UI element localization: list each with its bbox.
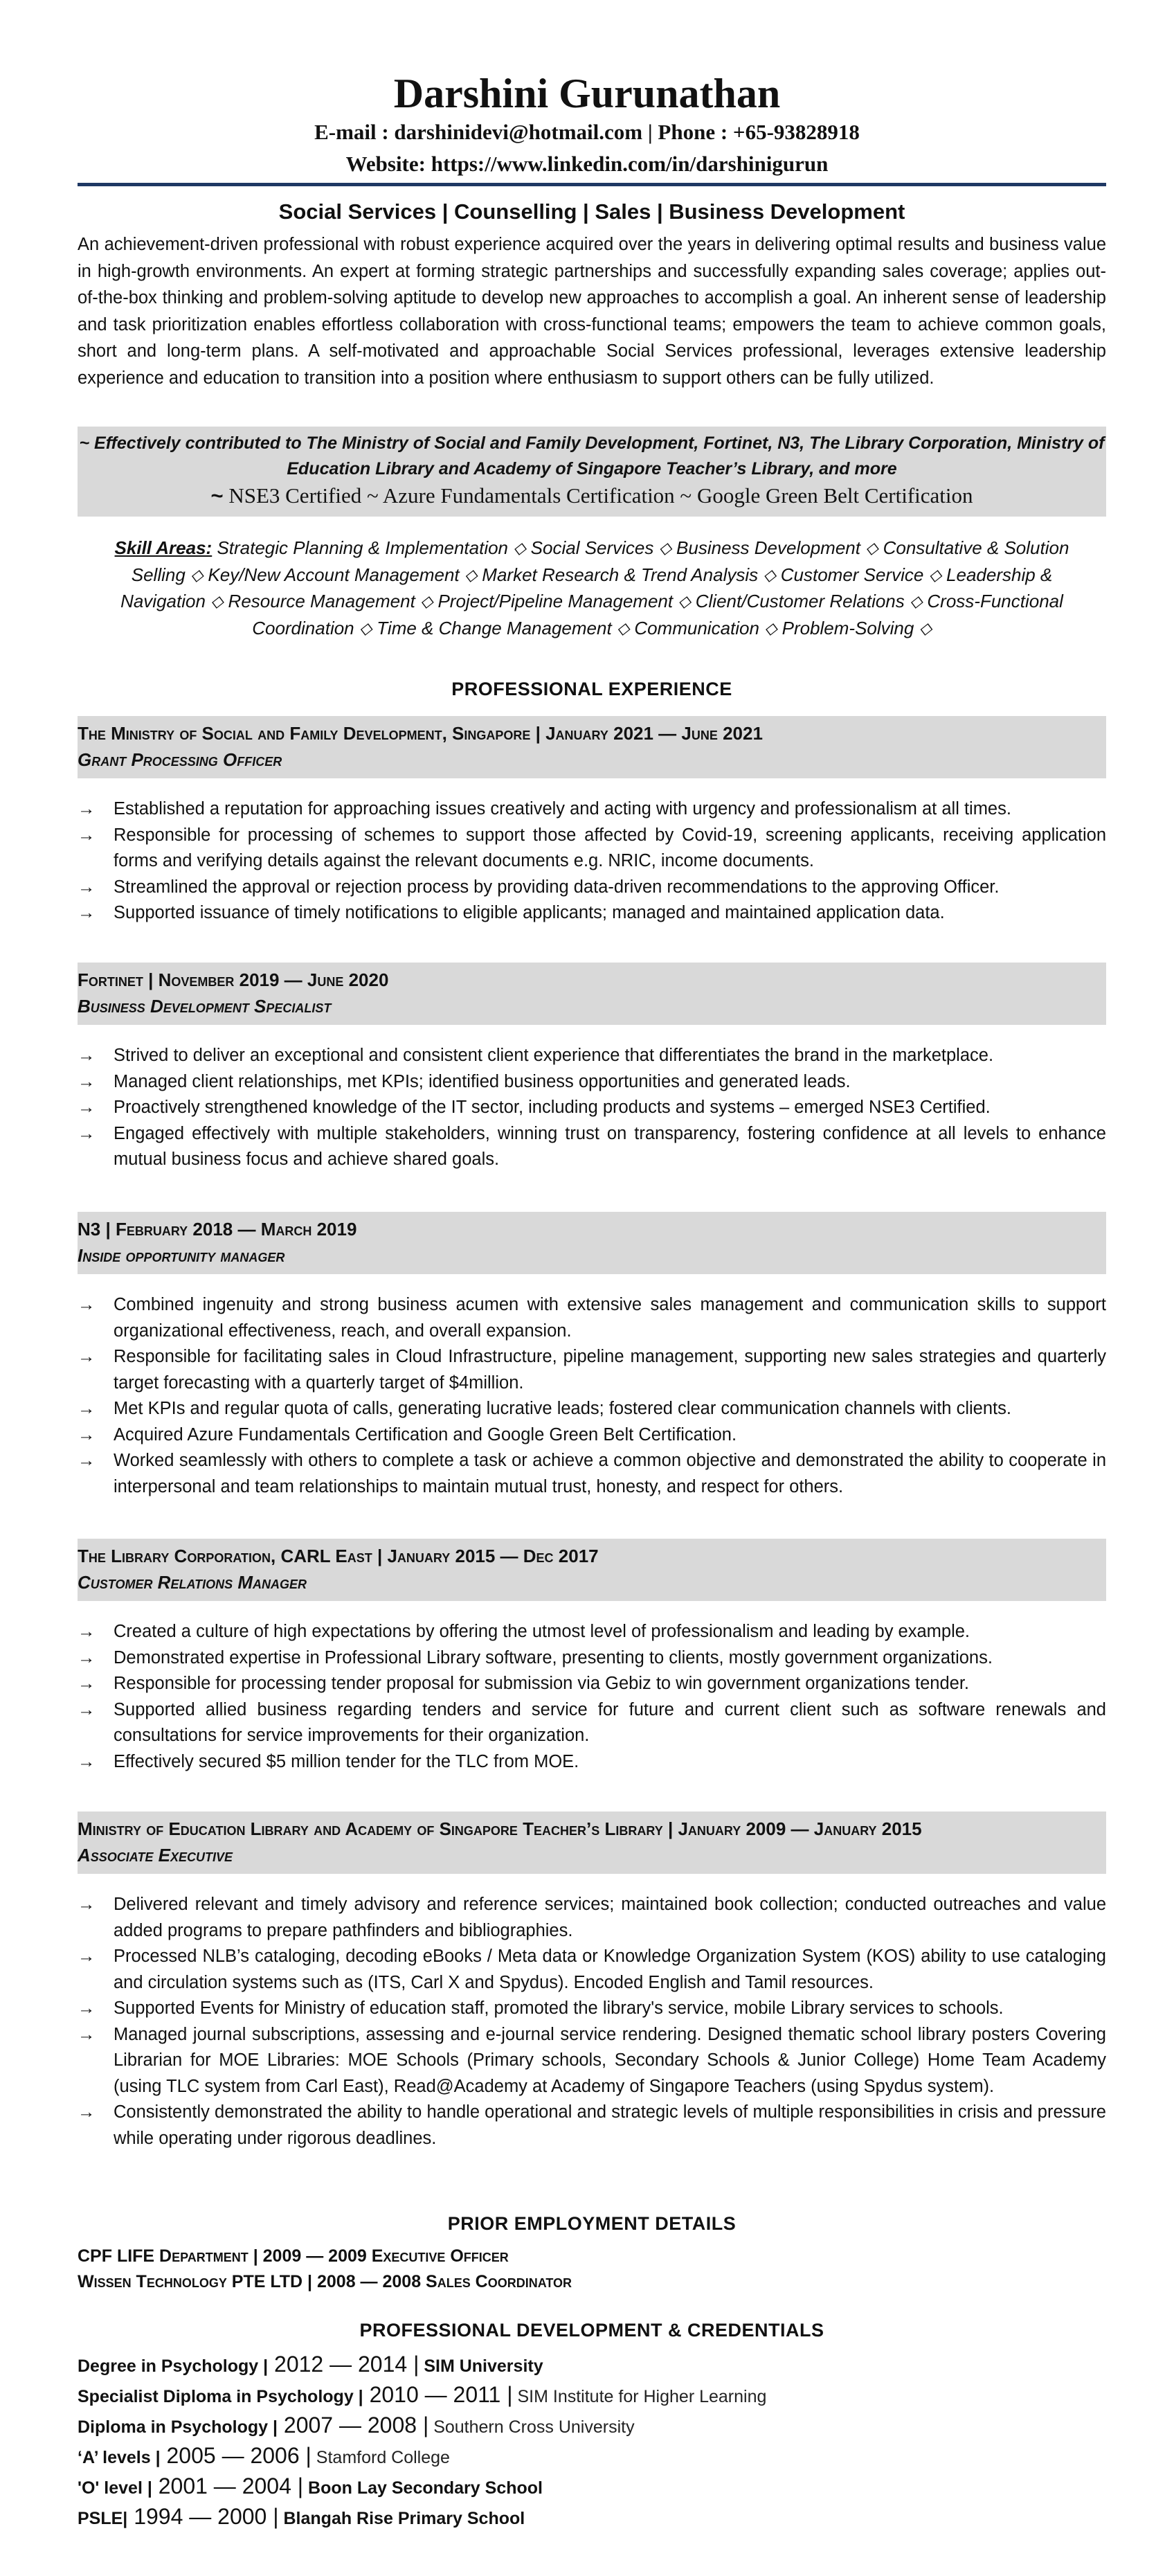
arrow-icon: → <box>78 825 96 845</box>
job-role: Associate Executive <box>78 1845 233 1866</box>
list-item: → Supported allied business regarding tenders and service for future and current client such as software renewals and consultations for service improvements for their organization. <box>78 1697 1106 1749</box>
arrow-icon: → <box>78 1046 96 1065</box>
certs-text: NSE3 Certified ~ Azure Fundamentals Certification ~ Google Green Belt Certification <box>223 483 973 508</box>
prior-employment-list <box>78 2244 1106 2295</box>
list-item: → Combined ingenuity and strong business acumen with extensive sales management and communication skills to support organizational effectiveness, reach, and overall expansion. <box>78 1292 1106 1344</box>
job-role: Grant Processing Officer <box>78 749 282 770</box>
job-bullets <box>78 796 1106 927</box>
arrow-icon: → <box>78 1751 96 1771</box>
list-item: → Delivered relevant and timely advisory and reference services; maintained book collection; conducted outreaches and value added programs to prepare pathfinders and bibliographies. <box>78 1892 1106 1944</box>
arrow-icon: → <box>78 2102 96 2122</box>
arrow-icon: → <box>78 799 96 819</box>
job-role: Business Development Specialist <box>78 996 332 1017</box>
summary-paragraph: An achievement-driven professional with robust experience acquired over the years in delivering optimal results and business value in high-growth environments. An expert at forming strategic partnerships and successfully expanding sales coverage; applies out-of-the-box thinking and problem-solving aptitude to develop new approaches to accomplish a goal. An inherent sense of leadership and task prioritization enables effortless collaboration with cross-functional teams; empowers the team to achieve common goals, short and long-term plans. A self-motivated and approachable Social Services professional, leverages extensive leadership experience and education to transition into a position where enthusiasm to support others can be fully utilized. <box>78 235 1106 388</box>
list-item: → Responsible for processing of schemes to support those affected by Covid-19, screening applicants, receiving application forms and verifying details against the relevant documents e.g. NRIC, income documents. <box>78 823 1106 875</box>
list-item: → Streamlined the approval or rejection process by providing data-driven recommendations to the approving Officer. <box>78 875 1106 901</box>
job-bullets <box>78 1292 1106 1500</box>
list-item: → Worked seamlessly with others to complete a task or achieve a common objective and demonstrated the ability to cooperate in interpersonal and team relationships to maintain mutual trust, honesty, and respect for others. <box>78 1448 1106 1500</box>
list-item: → Managed journal subscriptions, assessing and e-journal service rendering. Designed thematic school library posters Covering Librarian for MOE Libraries: MOE Schools (Primary schools, Secondary Schools & Junior College) Home Team Academy (using TLC system from Carl East), Read@Academy at Academy of Singapore Teachers (using Spydus system). <box>78 2022 1106 2100</box>
list-item: → Established a reputation for approaching issues creatively and acting with urgency and professionalism at all times. <box>78 796 1106 823</box>
list-item: → Met KPIs and regular quota of calls, generating lucrative leads; fostered clear communication channels with clients. <box>78 1396 1106 1422</box>
arrow-icon: → <box>78 1451 96 1470</box>
job-entry <box>78 716 1106 927</box>
certs-prefix: ~ <box>210 483 224 508</box>
skill-areas-label: Skill Areas: <box>114 537 213 558</box>
list-item: → Supported Events for Ministry of education staff, promoted the library's service, mobile Library services to schools. <box>78 1996 1106 2022</box>
list-item: → Proactively strengthened knowledge of the IT sector, including products and systems – emerged NSE3 Certified. <box>78 1095 1106 1121</box>
arrow-icon: → <box>78 1123 96 1143</box>
list-item: → Responsible for facilitating sales in Cloud Infrastructure, pipeline management, supporting new sales strategies and quarterly target forecasting with a quarterly target of $4million. <box>78 1344 1106 1396</box>
arrow-icon: → <box>78 1647 96 1667</box>
credentials-list <box>78 2350 1106 2533</box>
list-item: → Demonstrated expertise in Professional Library software, presenting to clients, mostly government organizations. <box>78 1645 1106 1672</box>
list-item: → Supported issuance of timely notifications to eligible applicants; managed and maintained application data. <box>78 900 1106 927</box>
job-heading: The Ministry of Social and Family Development, Singapore | January 2021 — June 2021 <box>78 723 763 744</box>
arrow-icon: → <box>78 1699 96 1719</box>
list-item: 'O' level | 2001 — 2004 | Boon Lay Secondary School <box>78 2474 543 2498</box>
job-header <box>78 963 1106 1025</box>
skill-areas-text: Strategic Planning & Implementation ⬦ Social Services ⬦ Business Development ⬦ Consultative & Solution Selling ⬦ Key/New Account Management ⬦ Market Research & Trend Analysis ⬦ Customer Service ⬦ Leadership & Navigation ⬦ Resource Management ⬦ Project/Pipeline Management ⬦ Client/Customer Relations ⬦ Cross-Functional Coordination ⬦ Time & Change Management ⬦ Communication ⬦ Problem-Solving ⬦ <box>120 537 1069 638</box>
job-heading: The Library Corporation, CARL East | January 2015 — Dec 2017 <box>78 1546 599 1566</box>
job-header <box>78 1212 1106 1274</box>
list-item: Wissen Technology PTE LTD | 2008 — 2008 Sales Coordinator <box>78 2272 572 2291</box>
job-role: Inside opportunity manager <box>78 1245 285 1266</box>
list-item: → Created a culture of high expectations by offering the utmost level of professionalism and leading by example. <box>78 1619 1106 1645</box>
job-heading: Ministry of Education Library and Academy of Singapore Teacher’s Library | January 2009 — January 2015 <box>78 1818 922 1839</box>
job-header <box>78 1812 1106 1874</box>
list-item: → Engaged effectively with multiple stakeholders, winning trust on transparency, fostering confidence at all levels to enhance mutual business focus and achieve shared goals. <box>78 1121 1106 1173</box>
credentials-title: PROFESSIONAL DEVELOPMENT & CREDENTIALS <box>359 2320 824 2341</box>
job-heading: Fortinet | November 2019 — June 2020 <box>78 969 389 990</box>
arrow-icon: → <box>78 1622 96 1641</box>
prior-employment-title: PRIOR EMPLOYMENT DETAILS <box>447 2213 737 2234</box>
arrow-icon: → <box>78 1399 96 1418</box>
headline: Social Services | Counselling | Sales | Business Development <box>278 199 905 224</box>
list-item: PSLE| 1994 — 2000 | Blangah Rise Primary School <box>78 2504 525 2529</box>
arrow-icon: → <box>78 1998 96 2018</box>
list-item: → Responsible for processing tender proposal for submission via Gebiz to win government organizations tender. <box>78 1671 1106 1697</box>
arrow-icon: → <box>78 877 96 897</box>
job-entry <box>78 1812 1106 2152</box>
job-entry <box>78 963 1106 1173</box>
website-line: Website: https://www.linkedin.com/in/darshinigurun <box>345 152 829 176</box>
arrow-icon: → <box>78 903 96 922</box>
arrow-icon: → <box>78 1674 96 1693</box>
job-heading: N3 | February 2018 — March 2019 <box>78 1219 357 1240</box>
job-header <box>78 716 1106 778</box>
arrow-icon: → <box>78 2024 96 2044</box>
arrow-icon: → <box>78 1424 96 1444</box>
job-bullets <box>78 1619 1106 1775</box>
list-item: Diploma in Psychology | 2007 — 2008 | Southern Cross University <box>78 2413 635 2438</box>
highlight-box <box>78 427 1106 517</box>
job-role: Customer Relations Manager <box>78 1572 307 1593</box>
arrow-icon: → <box>78 1895 96 1914</box>
candidate-name: Darshini Gurunathan <box>393 71 781 116</box>
job-header <box>78 1539 1106 1601</box>
list-item: → Strived to deliver an exceptional and consistent client experience that differentiates the brand in the marketplace. <box>78 1043 1106 1069</box>
list-item: Degree in Psychology | 2012 — 2014 | SIM University <box>78 2352 543 2377</box>
list-item: → Effectively secured $5 million tender for the TLC from MOE. <box>78 1749 1106 1776</box>
list-item: ‘A’ levels | 2005 — 2006 | Stamford College <box>78 2443 450 2468</box>
arrow-icon: → <box>78 1347 96 1366</box>
contact-line: E-mail : darshinidevi@hotmail.com | Phone : +65-93828918 <box>314 120 860 144</box>
list-item: → Processed NLB’s cataloging, decoding eBooks / Meta data or Knowledge Organization System (KOS) ability to use cataloging and circulation systems such as (ITS, Carl X and Spydus). Encoded English and Tamil resources. <box>78 1944 1106 1996</box>
job-entry <box>78 1212 1106 1500</box>
certifications-line <box>78 482 1106 510</box>
job-bullets <box>78 1892 1106 2152</box>
job-bullets <box>78 1043 1106 1173</box>
job-entry <box>78 1539 1106 1775</box>
contributions-line: ~ Effectively contributed to The Ministry of Social and Family Development, Fortinet, N3, The Library Corporation, Ministry of Education Library and Academy of Singapore Teacher’s Library, and more <box>79 433 1105 478</box>
arrow-icon: → <box>78 1098 96 1117</box>
arrow-icon: → <box>78 1947 96 1966</box>
arrow-icon: → <box>78 1071 96 1091</box>
list-item: → Managed client relationships, met KPIs; identified business opportunities and generated leads. <box>78 1069 1106 1095</box>
list-item: → Consistently demonstrated the ability to handle operational and strategic levels of multiple responsibilities in crisis and pressure while operating under rigorous deadlines. <box>78 2100 1106 2152</box>
experience-title: PROFESSIONAL EXPERIENCE <box>451 679 732 699</box>
arrow-icon: → <box>78 1295 96 1314</box>
skill-areas <box>97 535 1087 641</box>
list-item: CPF LIFE Department | 2009 — 2009 Executive Officer <box>78 2246 509 2266</box>
list-item: Specialist Diploma in Psychology | 2010 — 2011 | SIM Institute for Higher Learning <box>78 2382 767 2407</box>
list-item: → Acquired Azure Fundamentals Certification and Google Green Belt Certification. <box>78 1422 1106 1449</box>
header-divider <box>78 183 1106 186</box>
